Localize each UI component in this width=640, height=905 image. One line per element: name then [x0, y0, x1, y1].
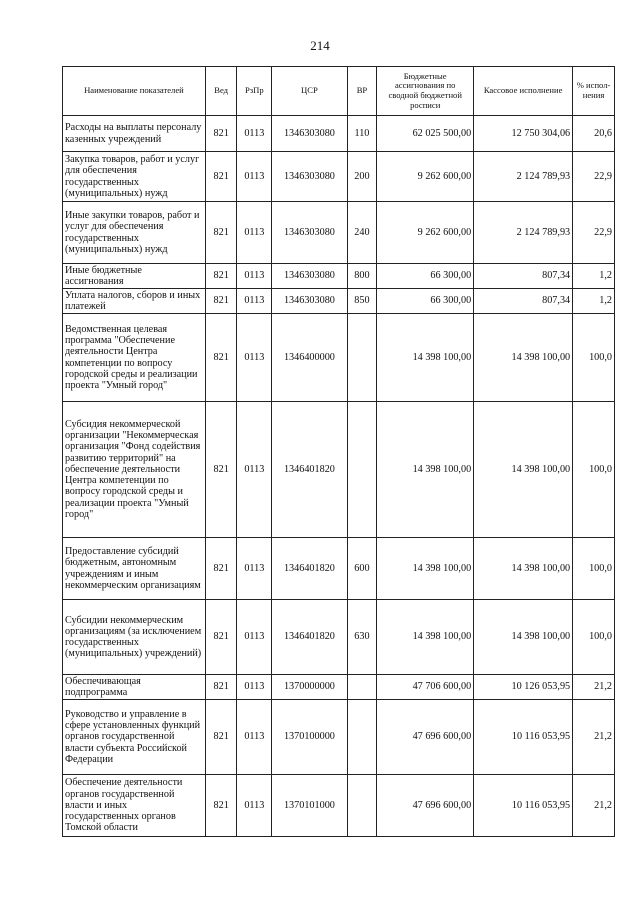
header-cash: Кассовое исполнение [474, 67, 573, 116]
row-name: Расходы на выплаты персоналу казенных учреждений [63, 116, 206, 152]
row-pct: 22,9 [573, 152, 615, 202]
row-cash: 12 750 304,06 [474, 116, 573, 152]
row-cash: 14 398 100,00 [474, 314, 573, 402]
row-csr: 1346303080 [272, 152, 348, 202]
row-name: Обеспечение деятельности органов государственной власти и иных государственных органов Томской области [63, 775, 206, 837]
row-ved: 821 [205, 152, 237, 202]
row-csr: 1346303080 [272, 264, 348, 289]
row-pct: 100,0 [573, 314, 615, 402]
row-ved: 821 [205, 538, 237, 600]
row-csr: 1346303080 [272, 289, 348, 314]
page-number: 214 [310, 38, 330, 53]
row-budget: 62 025 500,00 [377, 116, 474, 152]
row-cash: 10 116 053,95 [474, 700, 573, 775]
table-row [63, 675, 615, 700]
row-rzpr: 0113 [237, 700, 272, 775]
table-row [63, 314, 615, 402]
row-cash: 10 126 053,95 [474, 675, 573, 700]
row-csr: 1370000000 [272, 675, 348, 700]
row-ved: 821 [205, 202, 237, 264]
header-vr: ВР [347, 67, 377, 116]
row-name: Предоставление субсидий бюджетным, автономным учреждениям и иным некоммерческим организациям [63, 538, 206, 600]
row-cash: 2 124 789,93 [474, 202, 573, 264]
row-vr: 200 [347, 152, 377, 202]
row-budget: 47 706 600,00 [377, 675, 474, 700]
row-rzpr: 0113 [237, 202, 272, 264]
row-name: Субсидия некоммерческой организации "Некоммерческая организация "Фонд содействия развитию территорий" на обеспечение деятельности Центра компетенции по вопросу городской среды и реализации проекта "Умный город" [63, 402, 206, 538]
table-row [63, 264, 615, 289]
row-csr: 1346303080 [272, 202, 348, 264]
header-csr: ЦСР [272, 67, 348, 116]
table-body [63, 116, 615, 837]
row-vr [347, 314, 377, 402]
row-rzpr: 0113 [237, 264, 272, 289]
row-name: Ведомственная целевая программа "Обеспечение деятельности Центра компетенции по вопросу городской среды и реализации проекта "Умный город" [63, 314, 206, 402]
row-csr: 1346401820 [272, 538, 348, 600]
row-vr: 110 [347, 116, 377, 152]
row-ved: 821 [205, 116, 237, 152]
row-pct: 100,0 [573, 538, 615, 600]
row-vr [347, 675, 377, 700]
row-cash: 2 124 789,93 [474, 152, 573, 202]
row-name: Субсидии некоммерческим организациям (за исключением государственных (муниципальных) учреждений) [63, 600, 206, 675]
row-budget: 14 398 100,00 [377, 314, 474, 402]
row-budget: 14 398 100,00 [377, 538, 474, 600]
table-row [63, 538, 615, 600]
row-vr: 240 [347, 202, 377, 264]
row-cash: 807,34 [474, 289, 573, 314]
table-header-row [63, 67, 615, 116]
row-budget: 14 398 100,00 [377, 402, 474, 538]
row-vr [347, 402, 377, 538]
row-csr: 1346303080 [272, 116, 348, 152]
row-csr: 1370101000 [272, 775, 348, 837]
row-rzpr: 0113 [237, 675, 272, 700]
row-vr: 800 [347, 264, 377, 289]
header-budget: Бюджетные ассигнования по сводной бюджетной росписи [377, 67, 474, 116]
table-row [63, 402, 615, 538]
row-pct: 1,2 [573, 264, 615, 289]
row-pct: 100,0 [573, 402, 615, 538]
row-rzpr: 0113 [237, 314, 272, 402]
budget-execution-table [62, 66, 615, 837]
row-pct: 21,2 [573, 775, 615, 837]
row-rzpr: 0113 [237, 775, 272, 837]
row-cash: 14 398 100,00 [474, 402, 573, 538]
row-rzpr: 0113 [237, 538, 272, 600]
row-ved: 821 [205, 264, 237, 289]
row-ved: 821 [205, 289, 237, 314]
row-budget: 14 398 100,00 [377, 600, 474, 675]
row-pct: 22,9 [573, 202, 615, 264]
row-rzpr: 0113 [237, 402, 272, 538]
header-rzpr: РзПр [237, 67, 272, 116]
row-name: Обеспечивающая подпрограмма [63, 675, 206, 700]
row-budget: 9 262 600,00 [377, 202, 474, 264]
row-pct: 1,2 [573, 289, 615, 314]
row-vr: 630 [347, 600, 377, 675]
table-row [63, 600, 615, 675]
row-vr: 600 [347, 538, 377, 600]
row-ved: 821 [205, 314, 237, 402]
table-row [63, 775, 615, 837]
row-csr: 1346401820 [272, 600, 348, 675]
row-csr: 1346401820 [272, 402, 348, 538]
row-name: Уплата налогов, сборов и иных платежей [63, 289, 206, 314]
row-pct: 100,0 [573, 600, 615, 675]
row-pct: 21,2 [573, 700, 615, 775]
row-budget: 66 300,00 [377, 289, 474, 314]
row-budget: 47 696 600,00 [377, 775, 474, 837]
table-row [63, 202, 615, 264]
row-csr: 1370100000 [272, 700, 348, 775]
row-cash: 807,34 [474, 264, 573, 289]
row-budget: 66 300,00 [377, 264, 474, 289]
row-vr [347, 700, 377, 775]
row-vr [347, 775, 377, 837]
row-cash: 10 116 053,95 [474, 775, 573, 837]
row-csr: 1346400000 [272, 314, 348, 402]
row-rzpr: 0113 [237, 600, 272, 675]
row-rzpr: 0113 [237, 116, 272, 152]
table-row [63, 289, 615, 314]
row-rzpr: 0113 [237, 289, 272, 314]
row-pct: 20,6 [573, 116, 615, 152]
row-name: Иные закупки товаров, работ и услуг для обеспечения государственных (муниципальных) нужд [63, 202, 206, 264]
table-row [63, 700, 615, 775]
row-cash: 14 398 100,00 [474, 538, 573, 600]
row-ved: 821 [205, 600, 237, 675]
row-budget: 9 262 600,00 [377, 152, 474, 202]
header-name: Наименование показателей [63, 67, 206, 116]
row-name: Руководство и управление в сфере установленных функций органов государственной власти субъекта Российской Федерации [63, 700, 206, 775]
row-name: Иные бюджетные ассигнования [63, 264, 206, 289]
row-rzpr: 0113 [237, 152, 272, 202]
row-ved: 821 [205, 775, 237, 837]
row-vr: 850 [347, 289, 377, 314]
row-budget: 47 696 600,00 [377, 700, 474, 775]
row-ved: 821 [205, 700, 237, 775]
row-ved: 821 [205, 402, 237, 538]
row-cash: 14 398 100,00 [474, 600, 573, 675]
row-pct: 21,2 [573, 675, 615, 700]
table-row [63, 116, 615, 152]
row-ved: 821 [205, 675, 237, 700]
header-ved: Вед [205, 67, 237, 116]
header-pct: % испол-нения [573, 67, 615, 116]
row-name: Закупка товаров, работ и услуг для обеспечения государственных (муниципальных) нужд [63, 152, 206, 202]
table-row [63, 152, 615, 202]
